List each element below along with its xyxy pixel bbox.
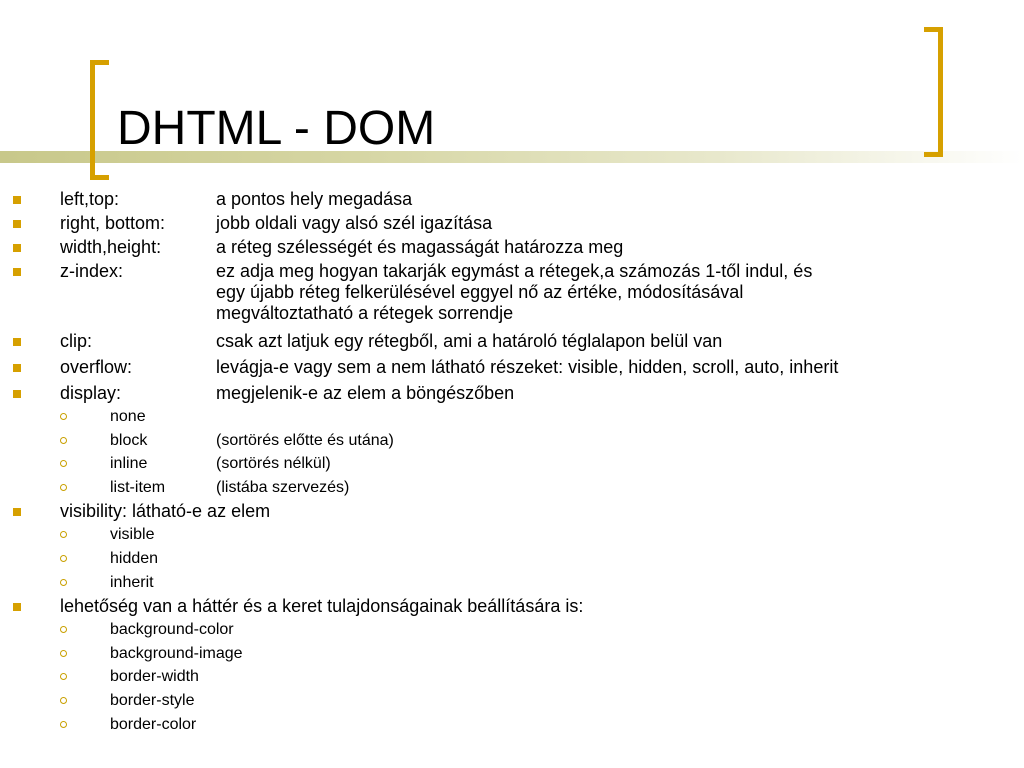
sub-list-item (0, 478, 1024, 498)
sub-item-term: background-color (110, 621, 234, 639)
circle-bullet-icon (60, 673, 67, 680)
sub-list-item (0, 525, 1024, 545)
sub-item-term: border-style (110, 691, 195, 709)
sub-item-description: (sortörés előtte és utána) (216, 431, 394, 449)
list-item (0, 189, 1024, 210)
sub-item-description: (listába szervezés) (216, 478, 350, 496)
sub-item-term: border-color (110, 715, 197, 733)
sub-list-item (0, 644, 1024, 664)
item-term: clip: (60, 331, 93, 351)
item-full-text: visibility: látható-e az elem (60, 501, 271, 522)
square-bullet-icon (13, 338, 21, 346)
slide-title: DHTML - DOM (117, 102, 436, 155)
circle-bullet-icon (60, 437, 67, 444)
sub-list-item (0, 715, 1024, 735)
left-bracket-decoration (90, 60, 109, 180)
sub-list-item (0, 573, 1024, 593)
sub-list-item (0, 431, 1024, 451)
list-item (0, 501, 1024, 522)
sub-item-term: border-width (110, 668, 199, 686)
circle-bullet-icon (60, 579, 67, 586)
list-item (0, 213, 1024, 234)
sub-item-term: visible (110, 526, 155, 544)
item-description: a réteg szélességét és magasságát határozza meg (216, 237, 624, 257)
square-bullet-icon (13, 390, 21, 398)
circle-bullet-icon (60, 555, 67, 562)
sub-list-item (0, 667, 1024, 687)
square-bullet-icon (13, 244, 21, 252)
item-description (216, 261, 812, 324)
square-bullet-icon (13, 220, 21, 228)
item-term: overflow: (60, 357, 133, 377)
square-bullet-icon (13, 268, 21, 276)
sub-item-term: background-image (110, 644, 243, 662)
list-item (0, 331, 1024, 352)
item-full-text: lehetőség van a háttér és a keret tulajdonságainak beállítására is: (60, 596, 584, 617)
sub-item-term: hidden (110, 549, 159, 567)
item-description: megjelenik-e az elem a böngészőben (216, 383, 515, 403)
circle-bullet-icon (60, 650, 67, 657)
list-item (0, 596, 1024, 617)
item-term: display: (60, 383, 122, 403)
description-line: megváltoztatható a rétegek sorrendje (216, 303, 514, 323)
sub-list-item (0, 454, 1024, 474)
circle-bullet-icon (60, 721, 67, 728)
description-line: ez adja meg hogyan takarják egymást a rétegek,a számozás 1-től indul, és (216, 261, 813, 281)
circle-bullet-icon (60, 531, 67, 538)
item-term: right, bottom: (60, 213, 166, 233)
item-description: a pontos hely megadása (216, 189, 413, 209)
item-description: csak azt latjuk egy rétegből, ami a határoló téglalapon belül van (216, 331, 723, 351)
circle-bullet-icon (60, 484, 67, 491)
sub-item-term: none (110, 408, 146, 425)
list-item (0, 383, 1024, 404)
list-item (0, 237, 1024, 258)
square-bullet-icon (13, 364, 21, 372)
item-term: width,height: (60, 237, 162, 257)
circle-bullet-icon (60, 413, 67, 420)
sub-list-item (0, 691, 1024, 711)
item-term: left,top: (60, 189, 120, 209)
square-bullet-icon (13, 508, 21, 516)
item-description: jobb oldali vagy alsó szél igazítása (216, 213, 493, 233)
sub-item-description: (sortörés nélkül) (216, 455, 331, 473)
item-term: z-index: (60, 261, 124, 281)
right-bracket-decoration (924, 27, 943, 157)
list-item (0, 261, 1024, 324)
sub-list-item (0, 549, 1024, 569)
circle-bullet-icon (60, 697, 67, 704)
sub-list-item (0, 620, 1024, 640)
square-bullet-icon (13, 196, 21, 204)
item-description: levágja-e vagy sem a nem látható részeket: visible, hidden, scroll, auto, inherit (216, 357, 839, 377)
sub-list-item (0, 407, 1024, 427)
circle-bullet-icon (60, 626, 67, 633)
sub-item-term: block (110, 431, 148, 449)
sub-item-term: list-item (110, 478, 166, 496)
list-item (0, 357, 1024, 378)
square-bullet-icon (13, 603, 21, 611)
sub-item-term: inline (110, 455, 148, 473)
circle-bullet-icon (60, 460, 67, 467)
slide-content (0, 189, 1024, 738)
description-line: egy újabb réteg felkerülésével eggyel nő az értéke, módosításával (216, 282, 744, 302)
sub-item-term: inherit (110, 573, 154, 591)
